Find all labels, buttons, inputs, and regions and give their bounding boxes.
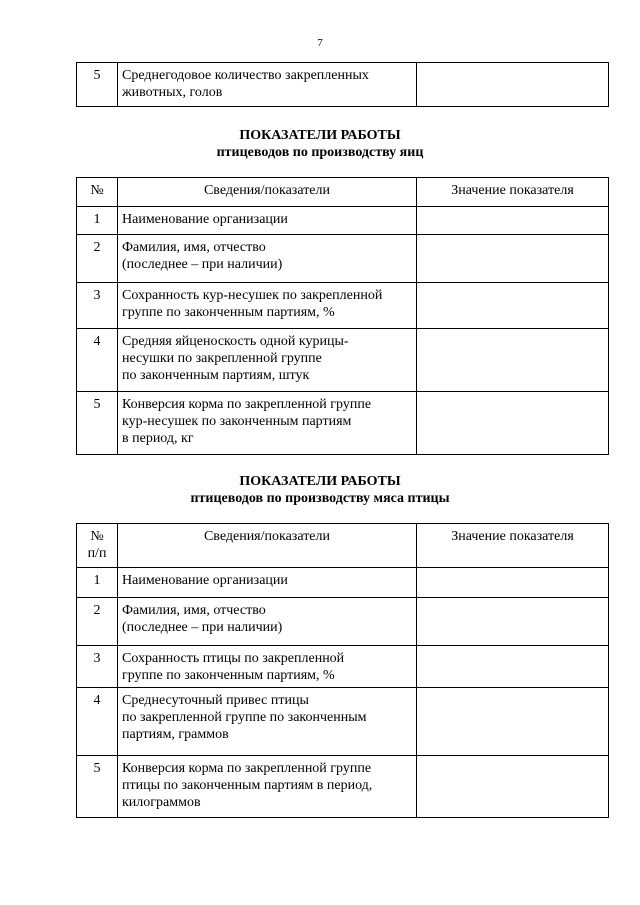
header-number-line2: п/п bbox=[87, 546, 107, 561]
eggs-section-title bbox=[0, 127, 640, 161]
row-description-line: Среднегодовое количество закрепленных bbox=[122, 68, 369, 83]
row-description-line: группе по законченным партиям, % bbox=[122, 668, 335, 683]
table-row bbox=[77, 207, 609, 235]
row-value-cell[interactable] bbox=[417, 392, 609, 455]
row-description-line: Конверсия корма по закрепленной группе bbox=[122, 761, 372, 776]
row-number: 4 bbox=[77, 329, 118, 392]
row-description-line: Конверсия корма по закрепленной группе bbox=[122, 397, 372, 412]
row-description bbox=[118, 329, 417, 392]
row-description-line: Средняя яйценоскость одной курицы- bbox=[122, 334, 349, 349]
table-row bbox=[77, 63, 609, 107]
row-description bbox=[118, 283, 417, 329]
row-number: 2 bbox=[77, 235, 118, 283]
row-description bbox=[118, 756, 417, 818]
row-description-line: Фамилия, имя, отчество bbox=[122, 603, 266, 618]
header-value: Значение показателя bbox=[417, 524, 609, 568]
row-value-cell[interactable] bbox=[417, 235, 609, 283]
row-number: 1 bbox=[77, 207, 118, 235]
row-number: 1 bbox=[77, 568, 118, 598]
row-description-line: килограммов bbox=[122, 795, 201, 810]
row-description bbox=[118, 688, 417, 756]
row-description bbox=[118, 646, 417, 688]
section-title-line1: ПОКАЗАТЕЛИ РАБОТЫ bbox=[239, 474, 401, 489]
row-value-cell[interactable] bbox=[417, 283, 609, 329]
row-value-cell[interactable] bbox=[417, 756, 609, 818]
header-description: Сведения/показатели bbox=[118, 178, 417, 207]
row-description bbox=[118, 235, 417, 283]
row-value-cell[interactable] bbox=[417, 646, 609, 688]
row-description bbox=[118, 598, 417, 646]
table-row bbox=[77, 598, 609, 646]
row-value-cell[interactable] bbox=[417, 598, 609, 646]
row-description-line: Наименование организации bbox=[122, 573, 288, 588]
header-description: Сведения/показатели bbox=[118, 524, 417, 568]
row-description-line: Фамилия, имя, отчество bbox=[122, 240, 266, 255]
row-value-cell[interactable] bbox=[417, 688, 609, 756]
table-row bbox=[77, 646, 609, 688]
table-row bbox=[77, 392, 609, 455]
row-description-line: в период, кг bbox=[122, 431, 194, 446]
row-description bbox=[118, 207, 417, 235]
row-description-line: по закрепленной группе по законченным bbox=[122, 710, 367, 725]
row-description-line: Сохранность птицы по закрепленной bbox=[122, 651, 345, 666]
continued-table bbox=[76, 62, 609, 107]
row-number: 2 bbox=[77, 598, 118, 646]
row-number: 5 bbox=[77, 392, 118, 455]
row-description-line: несушки по закрепленной группе bbox=[122, 351, 322, 366]
eggs-table bbox=[76, 177, 609, 455]
section-title-line1: ПОКАЗАТЕЛИ РАБОТЫ bbox=[239, 128, 401, 143]
table-row bbox=[77, 756, 609, 818]
header-number: № bbox=[77, 178, 118, 207]
row-description-line: Среднесуточный привес птицы bbox=[122, 693, 309, 708]
row-description-line: группе по законченным партиям, % bbox=[122, 305, 335, 320]
header-number bbox=[77, 524, 118, 568]
row-description-line: партиям, граммов bbox=[122, 727, 229, 742]
row-value-cell[interactable] bbox=[417, 329, 609, 392]
table-header-row bbox=[77, 178, 609, 207]
section-title-line2: птицеводов по производству яиц bbox=[216, 145, 424, 160]
row-description bbox=[118, 568, 417, 598]
row-description-line: животных, голов bbox=[122, 85, 223, 100]
page-number: 7 bbox=[317, 37, 323, 49]
row-description bbox=[118, 392, 417, 455]
row-description-line: Сохранность кур-несушек по закрепленной bbox=[122, 288, 383, 303]
row-number: 5 bbox=[77, 63, 118, 107]
row-number: 4 bbox=[77, 688, 118, 756]
row-description-line: по законченным партиям, штук bbox=[122, 368, 310, 383]
row-description-line: Наименование организации bbox=[122, 212, 288, 227]
row-number: 3 bbox=[77, 646, 118, 688]
table-row bbox=[77, 235, 609, 283]
table-row bbox=[77, 568, 609, 598]
row-value-cell[interactable] bbox=[417, 568, 609, 598]
meat-section-title bbox=[0, 473, 640, 507]
header-number-line1: № bbox=[90, 529, 104, 544]
row-number: 5 bbox=[77, 756, 118, 818]
table-row bbox=[77, 329, 609, 392]
section-title-line2: птицеводов по производству мяса птицы bbox=[190, 491, 450, 506]
row-description-line: кур-несушек по законченным партиям bbox=[122, 414, 352, 429]
row-description-line: птицы по законченным партиям в период, bbox=[122, 778, 373, 793]
table-row bbox=[77, 283, 609, 329]
header-value: Значение показателя bbox=[417, 178, 609, 207]
table-header-row bbox=[77, 524, 609, 568]
row-description bbox=[118, 63, 417, 107]
table-row bbox=[77, 688, 609, 756]
row-value-cell[interactable] bbox=[417, 207, 609, 235]
row-description-line: (последнее – при наличии) bbox=[122, 257, 283, 272]
row-number: 3 bbox=[77, 283, 118, 329]
meat-table bbox=[76, 523, 609, 818]
row-description-line: (последнее – при наличии) bbox=[122, 620, 283, 635]
row-value-cell[interactable] bbox=[417, 63, 609, 107]
